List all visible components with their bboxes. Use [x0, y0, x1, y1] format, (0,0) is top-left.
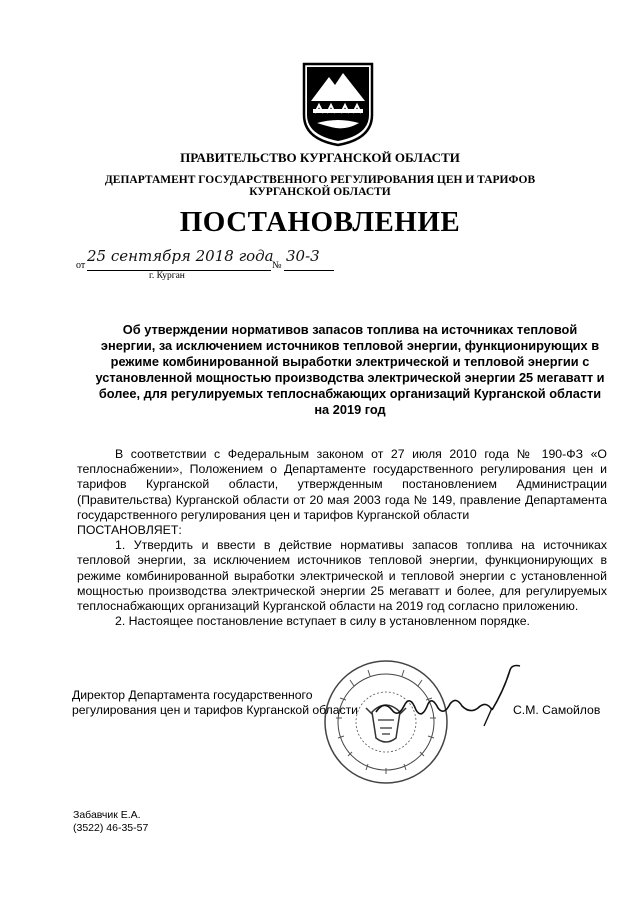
executor-contact — [73, 809, 148, 835]
document-type-title: ПОСТАНОВЛЕНИЕ — [179, 206, 461, 238]
handwritten-date: 25 сентября 2018 года — [87, 247, 274, 265]
department-name: ДЕПАРТАМЕНТ ГОСУДАРСТВЕННОГО РЕГУЛИРОВАНИЯ ЦЕН И ТАРИФОВ КУРГАНСКОЙ ОБЛАСТИ — [104, 174, 536, 198]
decree-word: ПОСТАНОВЛЯЕТ: — [77, 523, 182, 538]
item-1-paragraph: 1. Утвердить и ввести в действие нормативы запасов топлива на источниках тепловой энергии, за исключением источников тепловой энергии, функционирующих в режиме комбинированной выработки электрической и тепловой энергии с установленной мощностью производства электрической энергии 25 мегаватт и более, для регулируемых теплоснабжающих организаций Курганской области на 2019 год согласно приложению. — [77, 538, 607, 614]
executor-phone: (3522) 46-35-57 — [73, 822, 149, 834]
signatory-name: С.М. Самойлов — [513, 703, 601, 717]
city: г. Курган — [149, 271, 185, 281]
handwritten-number: 30-3 — [286, 247, 320, 265]
document-subject: Об утверждении нормативов запасов топлива на источниках тепловой энергии, за исключением источников тепловой энергии, функционирующих в режиме комбинированной выработки электрической и тепловой энергии с установленной мощностью производства электрической энергии 25 мегаватт и более, для регулируемых теплоснабжающих организаций Курганской области на 2019 год — [95, 322, 605, 417]
executor-name: Забавчик Е.А. — [73, 809, 141, 821]
handwritten-signature-icon — [374, 660, 524, 730]
date-prefix: от — [76, 260, 86, 271]
date-number-line — [76, 247, 356, 273]
item-2-paragraph: 2. Настоящее постановление вступает в силу в установленном порядке. — [115, 614, 530, 629]
document-body — [77, 447, 607, 629]
kurgan-coat-of-arms-icon — [301, 61, 375, 147]
signatory-title: Директор Департамента государственного регулирования цен и тарифов Курганской области — [72, 688, 358, 717]
preamble-paragraph: В соответствии с Федеральным законом от 27 июля 2010 года № 190-ФЗ «О теплоснабжении», Положением о Департаменте государственного регулирования цен и тарифов Курганской области, утвержденным постановлением Администрации (Правительства) Курганской области от 20 мая 2003 года № 149, правление Департамента государственного регулирования цен и тарифов Курганской области — [77, 447, 607, 522]
number-label: № — [272, 260, 282, 271]
government-name: ПРАВИТЕЛЬСТВО КУРГАНСКОЙ ОБЛАСТИ — [180, 150, 460, 165]
